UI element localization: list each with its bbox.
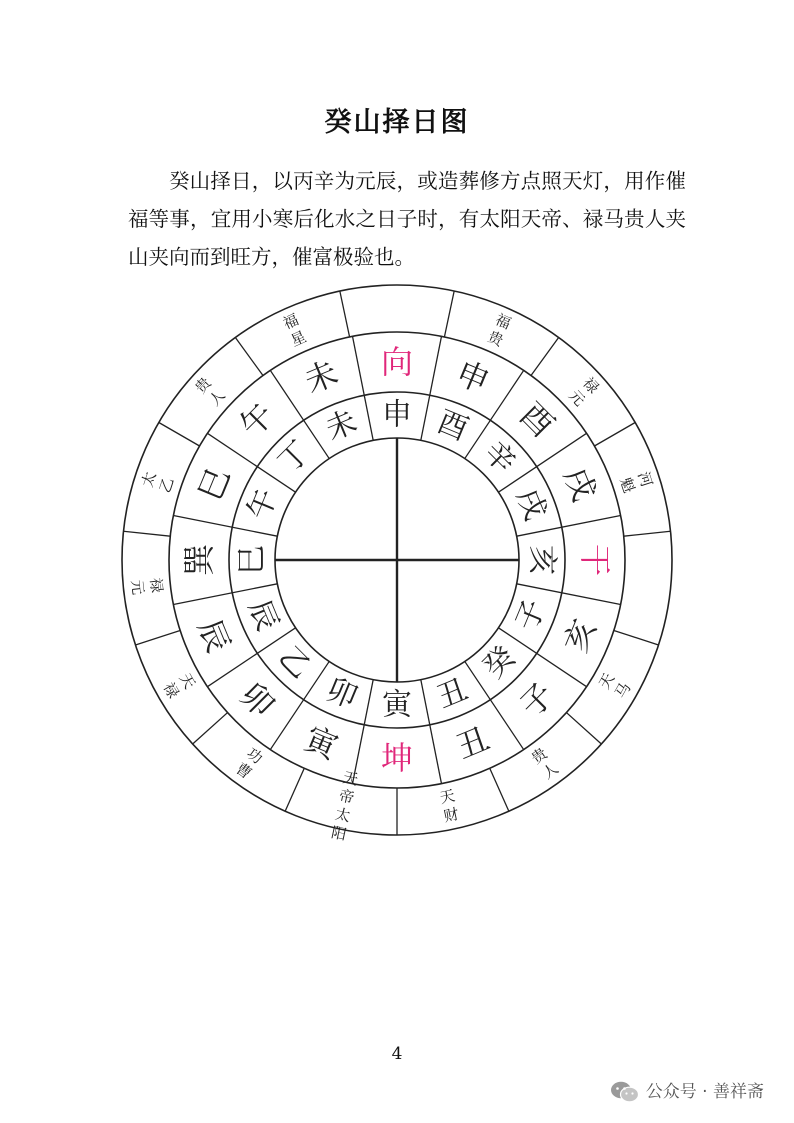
outer-sector-label-char: 人	[205, 386, 229, 410]
outer-sector-label	[138, 469, 178, 495]
outer-sector-label-char: 福	[492, 310, 514, 333]
middle-sector-label: 戌	[556, 462, 604, 507]
divider-outer	[159, 423, 200, 447]
middle-sector-label: 子	[512, 675, 562, 725]
outer-sector-label-char: 贵	[527, 744, 551, 768]
divider-outer	[624, 531, 671, 536]
inner-sector-label: 亥	[524, 545, 560, 575]
divider-outer	[340, 291, 350, 337]
page-title: 癸山择日图	[324, 107, 470, 138]
outer-sector-label	[565, 374, 602, 410]
divider-outer	[614, 630, 659, 645]
divider-outer	[285, 768, 304, 811]
outer-sector-label-char: 马	[611, 679, 635, 702]
middle-sector-label: 巳	[190, 462, 238, 507]
inner-sector-label: 戌	[509, 483, 553, 526]
outer-sector-label-char: 天	[341, 768, 360, 789]
outer-sector-label	[485, 310, 515, 350]
outer-sector-label-char: 帝	[337, 786, 356, 808]
middle-sector-label: 干	[576, 543, 614, 577]
middle-sector-label: 申	[450, 353, 495, 401]
outer-sector-label-char: 禄	[146, 576, 166, 594]
inner-sector-label: 酉	[431, 404, 474, 448]
divider-outer	[135, 630, 180, 645]
outer-sector-label	[528, 744, 563, 783]
inner-sector-label: 丑	[431, 672, 474, 716]
outer-sector-label-char: 太	[138, 469, 160, 490]
outer-sector-label	[438, 786, 460, 825]
middle-sector-label: 巽	[180, 543, 218, 577]
divider-outer	[124, 531, 171, 536]
outer-sector-label	[128, 577, 166, 596]
divider-outer	[193, 713, 228, 744]
inner-sector-label: 寅	[382, 687, 412, 723]
outer-sector-label-char: 阳	[329, 823, 349, 844]
middle-sector-label: 辰	[190, 613, 238, 658]
inner-sector-label: 辰	[241, 594, 285, 637]
outer-sector-label-char: 财	[442, 804, 461, 826]
outer-sector-label-char: 河	[634, 469, 656, 490]
middle-sector-label: 未	[299, 353, 344, 401]
page-number: 4	[391, 1044, 403, 1064]
inner-sector-label: 午	[241, 483, 285, 526]
outer-sector-label-char: 贵	[484, 327, 507, 351]
inner-sector-label: 丁	[271, 434, 318, 481]
outer-sector-label-char: 乙	[155, 475, 178, 496]
middle-sector-label: 寅	[299, 719, 344, 767]
outer-sector-label-char: 元	[127, 578, 148, 596]
wechat-icon	[610, 1080, 640, 1104]
middle-sector-label: 午	[232, 395, 282, 445]
outer-sector-label-char: 天	[438, 786, 457, 808]
divider-outer	[531, 338, 559, 376]
divider-outer	[490, 768, 509, 811]
middle-sector-label: 亥	[556, 613, 604, 658]
outer-sector-label-char: 魁	[616, 475, 639, 496]
outer-sector-label-char: 禄	[159, 679, 183, 702]
outer-sector-label	[595, 670, 634, 701]
outer-sector-label-char: 贵	[191, 373, 215, 398]
footer	[610, 1078, 764, 1106]
outer-sector-label	[280, 310, 309, 350]
middle-sector-label: 丑	[450, 719, 495, 767]
intro-paragraph: 癸山择日，以丙辛为元辰，或造葬修方点照天灯，用作催福等事，宜用小寒后化水之日子时，有太阳天帝、禄马贵人夹山夹向而到旺方，催富极验也。	[128, 168, 686, 269]
outer-sector-label-char: 天	[595, 670, 619, 693]
outer-sector-label-char: 功	[243, 744, 267, 768]
inner-sector-label: 申	[382, 397, 412, 433]
middle-sector-label: 向	[380, 343, 414, 381]
middle-sector-label: 卯	[232, 675, 282, 725]
outer-sector-label-char: 禄	[579, 373, 603, 398]
outer-sector-label-char: 人	[538, 759, 562, 783]
outer-sector-label	[616, 469, 656, 495]
middle-sector-label: 坤	[380, 739, 414, 777]
outer-sector-label	[160, 670, 199, 701]
divider-outer	[594, 423, 635, 447]
inner-sector-label: 巳	[234, 545, 270, 575]
inner-sector-label: 乙	[271, 639, 318, 686]
outer-sector-label-char: 天	[175, 670, 199, 693]
inner-sector-label: 子	[509, 594, 553, 637]
outer-sector-label	[232, 744, 266, 783]
inner-sector-label: 未	[320, 404, 363, 448]
outer-sector-label-char: 福	[280, 310, 302, 333]
footer-text: 公众号 · 善祥斋	[645, 1082, 764, 1102]
inner-sector-label: 癸	[476, 639, 523, 686]
inner-sector-label: 辛	[476, 434, 523, 481]
outer-sector-label-char: 元	[565, 386, 589, 410]
inner-sector-label: 卯	[320, 672, 363, 716]
outer-sector-label	[191, 373, 229, 409]
divider-outer	[444, 291, 454, 337]
wheel-labels	[128, 310, 656, 843]
outer-sector-label-char: 曹	[232, 759, 256, 783]
divider-outer	[566, 713, 601, 744]
outer-sector-label-char: 星	[287, 327, 310, 351]
divider-outer	[235, 338, 263, 376]
middle-sector-label: 酉	[512, 395, 562, 445]
outer-sector-label-char: 太	[333, 804, 352, 826]
